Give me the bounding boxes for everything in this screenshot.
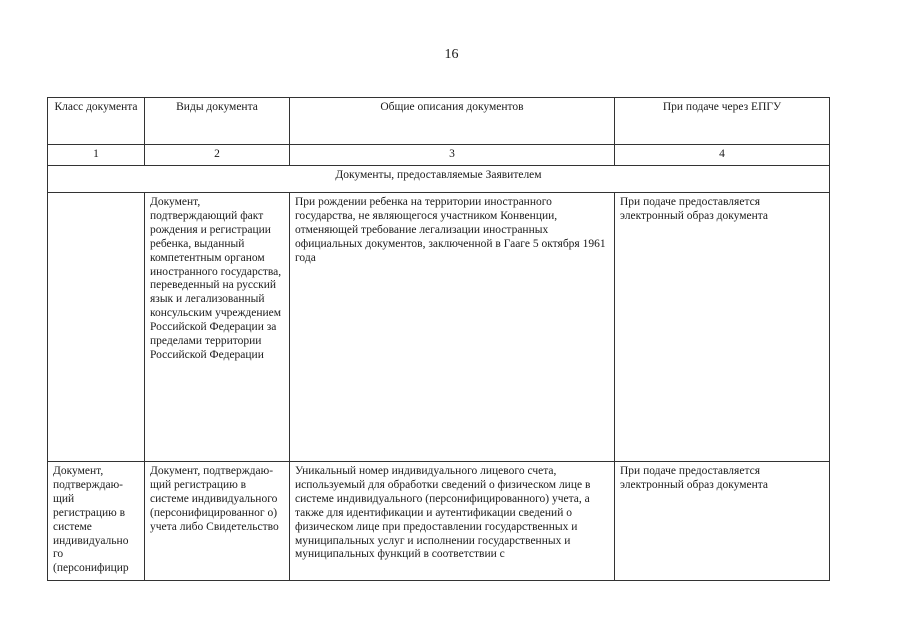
- column-number: 1: [48, 145, 145, 166]
- section-title: Документы, предоставляемые Заявителем: [48, 166, 830, 193]
- row-document-description: При рождении ребенка на территории иностранного государства, не являющегося участником Конвенции, отменяющей требование легализации иностранных официальных документов, заключенной в Гааге 5 октября 1961 года: [290, 193, 615, 462]
- header-document-type: Виды документа: [145, 98, 290, 145]
- table-row: [48, 193, 830, 462]
- header-document-class: Класс документа: [48, 98, 145, 145]
- column-number: 3: [290, 145, 615, 166]
- header-document-description: Общие описания документов: [290, 98, 615, 145]
- row-epgu-note: При подаче предоставляется электронный образ документа: [615, 193, 830, 462]
- row-document-class: Документ, подтверждаю-щий регистрацию в системе индивидуально го (персонифицир: [48, 462, 145, 581]
- section-row: [48, 166, 830, 193]
- row-epgu-note: При подаче предоставляется электронный образ документа: [615, 462, 830, 581]
- row-document-class: [48, 193, 145, 462]
- column-number-row: [48, 145, 830, 166]
- row-document-description: Уникальный номер индивидуального лицевого счета, используемый для обработки сведений о физическом лице в системе индивидуального (персонифицированного) учета, а также для идентификации и аутентификации сведений о физическом лице при предоставлении государственных и муниципальных услуг и исполнении государственных и муниципальных функций в соответствии с: [290, 462, 615, 581]
- table-row: [48, 462, 830, 581]
- row-document-type: Документ, подтверждаю-щий регистрацию в системе индивидуального (персонифицированног о) учета либо Свидетельство: [145, 462, 290, 581]
- column-number: 2: [145, 145, 290, 166]
- documents-table: [47, 97, 830, 581]
- row-document-type: Документ, подтверждающий факт рождения и регистрации ребенка, выданный компетентным органом иностранного государства, переведенный на русский язык и легализованный консульским учреждением Российской Федерации за пределами территории Российской Федерации: [145, 193, 290, 462]
- header-epgu-submission: При подаче через ЕПГУ: [615, 98, 830, 145]
- column-number: 4: [615, 145, 830, 166]
- table-header-row: [48, 98, 830, 145]
- page-number: 16: [444, 47, 459, 62]
